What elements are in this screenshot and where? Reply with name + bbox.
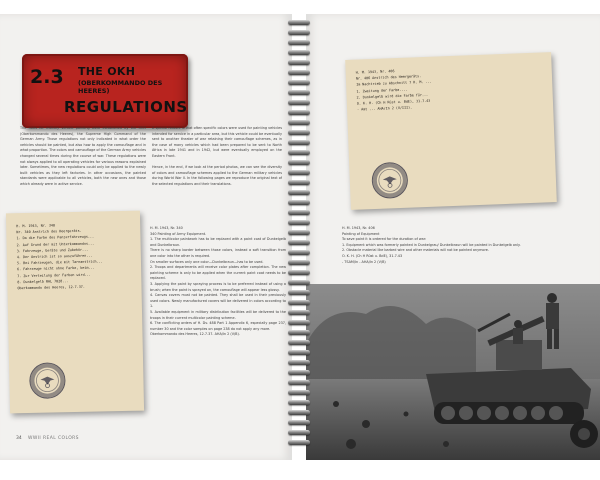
spiral-coil bbox=[288, 80, 310, 85]
plate-subtitle: (OBERKOMMANDO DES HEERES) bbox=[78, 79, 163, 95]
spiral-coil bbox=[288, 360, 310, 365]
halftrack-photo bbox=[306, 284, 600, 460]
spiral-coil bbox=[288, 330, 310, 335]
spiral-coil bbox=[288, 340, 310, 345]
spiral-coil bbox=[288, 310, 310, 315]
eagle-stamp-icon bbox=[29, 362, 66, 399]
spiral-coil bbox=[288, 240, 310, 245]
regulation-document-406 bbox=[345, 52, 557, 210]
spiral-coil bbox=[288, 230, 310, 235]
spiral-coil bbox=[288, 120, 310, 125]
footer-title: WWII REAL COLORS bbox=[28, 436, 79, 441]
spiral-coil bbox=[288, 320, 310, 325]
spiral-binding bbox=[288, 20, 312, 450]
spiral-coil bbox=[288, 40, 310, 45]
spiral-coil bbox=[288, 150, 310, 155]
document-text: H. M. 1943, Nr. 340 Nr. 340 Anstrich des Heergeräts. 1. Da die Farbe des Panzerfahrzeugs... 2. Auf Grund der mit Unterkommandos... 3. Fahrzeuge, Geräte und Zubehör... 4. Der Anstrich ist so auszuführen... 5. Bei Fahrzeugen, die mit Tarnanstrich... 6. Fahrzeuge nicht ohne Farbe, beim... 7. Zur Verteilung der Farben wird... 8. Dunkelgelb RAL 7028... Oberkommando des Heeres, 12.7.37. bbox=[16, 223, 103, 291]
spiral-coil bbox=[288, 110, 310, 115]
spiral-coil bbox=[288, 430, 310, 435]
spiral-coil bbox=[288, 400, 310, 405]
page-number: 34 bbox=[16, 436, 22, 441]
spiral-coil bbox=[288, 60, 310, 65]
spiral-coil bbox=[288, 130, 310, 135]
body-text-column-1: The rules for military vehicle painting were established by the OKH (Oberkommando des Heeres), the Supreme High Command of the German Army. Those regulations not only indicated in what order the vehicles should be painted, but also how to apply the camouflage and in what proportion. The colors and camouflage of the German Army vehicles changed several times during the course of war. These regulations were not always applied to all operating vehicles for various reasons explained later. Sometimes, the new regulations could only be applied to the newly built vehicles as they left factories. In other occasions, the painted standards were applicable to all vehicles, both the new ones and those which already were in active service. bbox=[20, 126, 146, 186]
spiral-coil bbox=[288, 390, 310, 395]
spiral-coil bbox=[288, 410, 310, 415]
translation-340: H. M. 1943, Nr. 340 340 Painting of Army Equipment. 1. The multicolor paintwork has to be replaced with a paint coat of Dunkelgelb and Dunkelbraun. There is no sharp border between those colors, instead a soft transition from one color into the other is required. On smaller surfaces only one color—Dunkelbraun—has to be used. 2. Troops and departments will receive color plates after completion. The new painting scheme is only to be applied when the current paint coat needs to be replaced. 3. Applying the paint by spraying process is to be preferred instead of using a brush; when the paint is sprayed on, the camouflage will appear less glossy. 4. Canvas covers must not be painted. They shall be used in their previously used colors. Newly manufactured covers will be delivered in colors according to 1. 5. Available equipment in military distribution facilities will be delivered to the troops in their current multicolor painting scheme. 6. The conflicting orders of H. Dv. 488 Part 1 Appendix 6, especially page 237, number 30 and the color samples on page 238 do not apply any more. Oberkommando des Heeres, 12.7.37. AHA/In 2 (V/B). bbox=[150, 226, 286, 337]
spiral-coil bbox=[288, 260, 310, 265]
spiral-coil bbox=[288, 380, 310, 385]
spiral-coil bbox=[288, 270, 310, 275]
spiral-coil bbox=[288, 140, 310, 145]
spiral-coil bbox=[288, 70, 310, 75]
spiral-coil bbox=[288, 370, 310, 375]
spiral-coil bbox=[288, 350, 310, 355]
spiral-coil bbox=[288, 180, 310, 185]
spiral-coil bbox=[288, 210, 310, 215]
spiral-coil bbox=[288, 190, 310, 195]
plate-title-okh: THE OKH bbox=[78, 65, 136, 78]
spiral-coil bbox=[288, 290, 310, 295]
spiral-coil bbox=[288, 30, 310, 35]
title-plate bbox=[22, 54, 188, 128]
spiral-coil bbox=[288, 160, 310, 165]
translation-406: H. M. 1943, Nr. 406 Painting of Equipment To save paint it is ordered for the duration of war: 1. Equipment which was formerly painted in Dunkelgrau/ Dunkelbraun will be painted in Dunkelgelb only. 2. Obstacle material like barbed wire and other materials will not be painted anymore. O. K. H. (Ch H Rüst u. BdE), 31.7.43 - TSAM/In - AHA/In 2 (V/B) bbox=[342, 226, 521, 264]
left-page bbox=[0, 14, 292, 460]
spiral-coil bbox=[288, 90, 310, 95]
spiral-coil bbox=[288, 440, 310, 445]
plate-number: 2.3 bbox=[30, 66, 64, 88]
spiral-coil bbox=[288, 250, 310, 255]
spiral-coil bbox=[288, 100, 310, 105]
regulation-document-340 bbox=[6, 211, 144, 414]
spiral-coil bbox=[288, 220, 310, 225]
spiral-coil bbox=[288, 170, 310, 175]
spiral-coil bbox=[288, 20, 310, 25]
spiral-coil bbox=[288, 50, 310, 55]
spiral-coil bbox=[288, 280, 310, 285]
body-text-column-2: A special feature is that often specific colors were used for painting vehicles intended for service in a particular area, but this vehicle could be eventually sent to another theater of war retaining their camouflage schemes, as in the case of many vehicles which had been prepared to be sent to North Africa in late 1941 and in 1942, but were eventually employed on the Eastern Front. Hence, in the end, if we look at the period photos, we can see the diversity of colors and camouflage schemes applied to the German military vehicles during World War II. In the following pages we reproduce the original text of the selected regulations and their translations. bbox=[152, 126, 283, 186]
spiral-coil bbox=[288, 420, 310, 425]
spiral-coil bbox=[288, 200, 310, 205]
eagle-stamp-icon bbox=[371, 162, 408, 199]
document-text: H. M. 1943, Nr. 406 Nr. 406 Anstrich des Heergeräts. Im Nachtrieb zu Abschnitt 7 H. M. ... 1. Zweitung der Farbe.... 2. Dunkelgelb wird die Farbe für... O. K. H. (Ch H Rüst u. BdE), 31.7.43 - Amt ... AHA/In 2 (V/III). bbox=[355, 69, 432, 112]
spiral-coil bbox=[288, 300, 310, 305]
plate-regulations: REGULATIONS bbox=[64, 98, 188, 116]
